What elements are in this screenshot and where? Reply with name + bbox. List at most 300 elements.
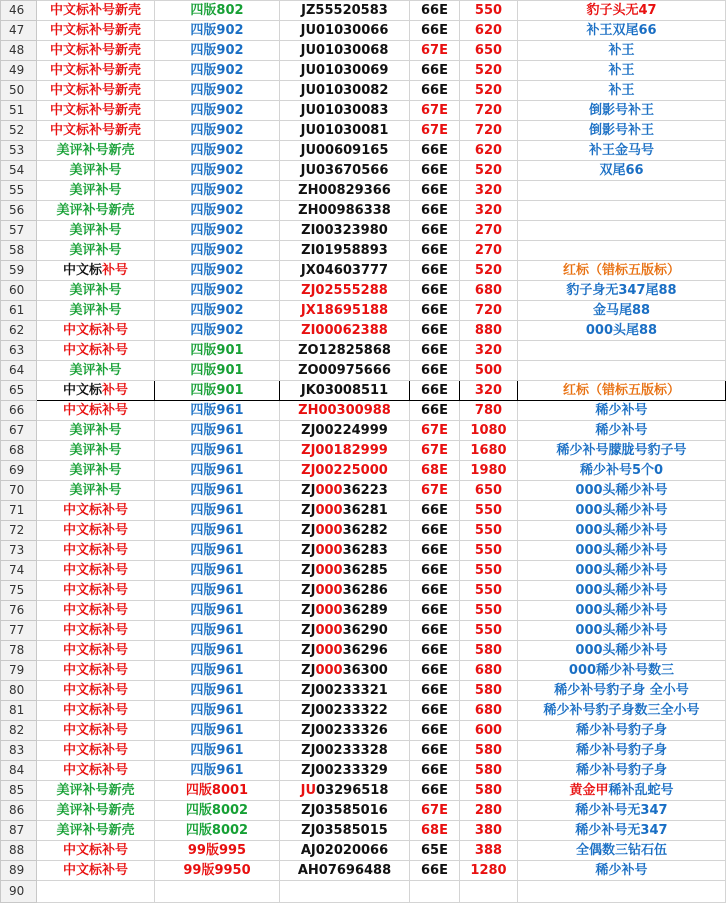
cell-note[interactable] (518, 161, 726, 181)
row-header[interactable]: 72 (1, 521, 37, 541)
cell-type[interactable] (37, 861, 155, 881)
row-header[interactable]: 65 (1, 381, 37, 401)
cell-price[interactable] (460, 201, 518, 221)
cell-price[interactable] (460, 241, 518, 261)
cell-version[interactable] (155, 841, 280, 861)
row-header[interactable]: 51 (1, 101, 37, 121)
cell-version[interactable] (155, 161, 280, 181)
cell-price[interactable] (460, 761, 518, 781)
cell-note[interactable] (518, 861, 726, 881)
row-header[interactable]: 56 (1, 201, 37, 221)
cell-type[interactable] (37, 181, 155, 201)
cell-model[interactable] (410, 141, 460, 161)
cell-type[interactable] (37, 321, 155, 341)
cell-price[interactable] (460, 181, 518, 201)
cell-price[interactable] (460, 881, 518, 903)
cell-model[interactable] (410, 401, 460, 421)
row-header[interactable]: 90 (1, 881, 37, 903)
cell-serial[interactable] (280, 421, 410, 441)
cell-price[interactable] (460, 621, 518, 641)
cell-price[interactable] (460, 141, 518, 161)
cell-serial[interactable] (280, 761, 410, 781)
cell-model[interactable] (410, 421, 460, 441)
cell-serial[interactable] (280, 301, 410, 321)
cell-type[interactable] (37, 21, 155, 41)
cell-model[interactable] (410, 41, 460, 61)
row-header[interactable]: 79 (1, 661, 37, 681)
cell-note[interactable] (518, 21, 726, 41)
cell-note[interactable] (518, 61, 726, 81)
cell-type[interactable] (37, 361, 155, 381)
cell-price[interactable] (460, 661, 518, 681)
cell-price[interactable] (460, 61, 518, 81)
cell-type[interactable] (37, 441, 155, 461)
cell-note[interactable] (518, 541, 726, 561)
cell-note[interactable] (518, 281, 726, 301)
cell-serial[interactable] (280, 181, 410, 201)
cell-type[interactable] (37, 121, 155, 141)
cell-price[interactable] (460, 101, 518, 121)
cell-serial[interactable] (280, 801, 410, 821)
cell-price[interactable] (460, 521, 518, 541)
cell-version[interactable] (155, 381, 280, 401)
cell-price[interactable] (460, 21, 518, 41)
cell-model[interactable] (410, 121, 460, 141)
cell-version[interactable] (155, 201, 280, 221)
cell-model[interactable] (410, 561, 460, 581)
cell-version[interactable] (155, 41, 280, 61)
cell-note[interactable] (518, 821, 726, 841)
cell-version[interactable] (155, 221, 280, 241)
row-header[interactable]: 52 (1, 121, 37, 141)
cell-model[interactable] (410, 641, 460, 661)
cell-price[interactable] (460, 821, 518, 841)
cell-note[interactable] (518, 141, 726, 161)
row-header[interactable]: 68 (1, 441, 37, 461)
cell-note[interactable] (518, 361, 726, 381)
row-header[interactable]: 76 (1, 601, 37, 621)
cell-model[interactable] (410, 101, 460, 121)
cell-serial[interactable] (280, 261, 410, 281)
cell-type[interactable] (37, 101, 155, 121)
row-header[interactable]: 86 (1, 801, 37, 821)
cell-note[interactable] (518, 381, 726, 401)
cell-model[interactable] (410, 501, 460, 521)
cell-version[interactable] (155, 481, 280, 501)
cell-type[interactable] (37, 281, 155, 301)
cell-note[interactable] (518, 461, 726, 481)
cell-type[interactable] (37, 41, 155, 61)
row-header[interactable]: 82 (1, 721, 37, 741)
cell-serial[interactable] (280, 501, 410, 521)
cell-type[interactable] (37, 241, 155, 261)
cell-model[interactable] (410, 21, 460, 41)
cell-version[interactable] (155, 681, 280, 701)
cell-note[interactable] (518, 801, 726, 821)
cell-type[interactable] (37, 341, 155, 361)
cell-price[interactable] (460, 701, 518, 721)
cell-version[interactable] (155, 421, 280, 441)
row-header[interactable]: 55 (1, 181, 37, 201)
cell-note[interactable] (518, 341, 726, 361)
row-header[interactable]: 88 (1, 841, 37, 861)
cell-serial[interactable] (280, 401, 410, 421)
cell-version[interactable] (155, 461, 280, 481)
cell-serial[interactable] (280, 461, 410, 481)
cell-price[interactable] (460, 841, 518, 861)
row-header[interactable]: 59 (1, 261, 37, 281)
cell-model[interactable] (410, 481, 460, 501)
cell-model[interactable] (410, 841, 460, 861)
cell-note[interactable] (518, 101, 726, 121)
cell-model[interactable] (410, 681, 460, 701)
row-header[interactable]: 62 (1, 321, 37, 341)
cell-note[interactable] (518, 741, 726, 761)
cell-serial[interactable] (280, 101, 410, 121)
row-header[interactable]: 46 (1, 1, 37, 21)
cell-serial[interactable] (280, 721, 410, 741)
cell-version[interactable] (155, 81, 280, 101)
cell-version[interactable] (155, 341, 280, 361)
row-header[interactable]: 66 (1, 401, 37, 421)
cell-note[interactable] (518, 421, 726, 441)
cell-model[interactable] (410, 621, 460, 641)
cell-serial[interactable] (280, 1, 410, 21)
cell-model[interactable] (410, 801, 460, 821)
cell-note[interactable] (518, 661, 726, 681)
cell-serial[interactable] (280, 241, 410, 261)
cell-version[interactable] (155, 721, 280, 741)
cell-note[interactable] (518, 501, 726, 521)
cell-note[interactable] (518, 641, 726, 661)
cell-serial[interactable] (280, 341, 410, 361)
row-header[interactable]: 63 (1, 341, 37, 361)
cell-price[interactable] (460, 561, 518, 581)
cell-type[interactable] (37, 761, 155, 781)
cell-note[interactable] (518, 1, 726, 21)
row-header[interactable]: 84 (1, 761, 37, 781)
cell-model[interactable] (410, 241, 460, 261)
cell-note[interactable] (518, 781, 726, 801)
cell-model[interactable] (410, 61, 460, 81)
cell-type[interactable] (37, 61, 155, 81)
cell-model[interactable] (410, 341, 460, 361)
cell-version[interactable] (155, 1, 280, 21)
cell-serial[interactable] (280, 881, 410, 903)
row-header[interactable]: 89 (1, 861, 37, 881)
cell-note[interactable] (518, 721, 726, 741)
cell-price[interactable] (460, 421, 518, 441)
cell-version[interactable] (155, 641, 280, 661)
cell-model[interactable] (410, 721, 460, 741)
cell-version[interactable] (155, 141, 280, 161)
cell-serial[interactable] (280, 41, 410, 61)
cell-version[interactable] (155, 701, 280, 721)
cell-model[interactable] (410, 581, 460, 601)
cell-serial[interactable] (280, 841, 410, 861)
cell-type[interactable] (37, 401, 155, 421)
cell-price[interactable] (460, 41, 518, 61)
cell-model[interactable] (410, 81, 460, 101)
cell-version[interactable] (155, 621, 280, 641)
cell-model[interactable] (410, 201, 460, 221)
cell-type[interactable] (37, 561, 155, 581)
cell-version[interactable] (155, 541, 280, 561)
row-header[interactable]: 77 (1, 621, 37, 641)
cell-price[interactable] (460, 321, 518, 341)
cell-price[interactable] (460, 541, 518, 561)
cell-type[interactable] (37, 581, 155, 601)
cell-version[interactable] (155, 21, 280, 41)
row-header[interactable]: 85 (1, 781, 37, 801)
cell-note[interactable] (518, 121, 726, 141)
cell-note[interactable] (518, 701, 726, 721)
cell-type[interactable] (37, 621, 155, 641)
cell-note[interactable] (518, 241, 726, 261)
cell-version[interactable] (155, 661, 280, 681)
cell-version[interactable] (155, 761, 280, 781)
cell-version[interactable] (155, 441, 280, 461)
cell-model[interactable] (410, 781, 460, 801)
cell-note[interactable] (518, 181, 726, 201)
cell-type[interactable] (37, 721, 155, 741)
cell-type[interactable] (37, 841, 155, 861)
cell-type[interactable] (37, 501, 155, 521)
cell-note[interactable] (518, 561, 726, 581)
cell-serial[interactable] (280, 861, 410, 881)
row-header[interactable]: 75 (1, 581, 37, 601)
row-header[interactable]: 69 (1, 461, 37, 481)
cell-model[interactable] (410, 601, 460, 621)
cell-version[interactable] (155, 281, 280, 301)
row-header[interactable]: 60 (1, 281, 37, 301)
cell-price[interactable] (460, 801, 518, 821)
cell-version[interactable] (155, 821, 280, 841)
cell-model[interactable] (410, 881, 460, 903)
cell-note[interactable] (518, 881, 726, 903)
cell-version[interactable] (155, 61, 280, 81)
cell-model[interactable] (410, 221, 460, 241)
cell-price[interactable] (460, 261, 518, 281)
cell-price[interactable] (460, 461, 518, 481)
cell-note[interactable] (518, 401, 726, 421)
cell-model[interactable] (410, 701, 460, 721)
cell-price[interactable] (460, 1, 518, 21)
cell-serial[interactable] (280, 141, 410, 161)
cell-model[interactable] (410, 461, 460, 481)
cell-version[interactable] (155, 121, 280, 141)
cell-model[interactable] (410, 321, 460, 341)
row-header[interactable]: 78 (1, 641, 37, 661)
cell-version[interactable] (155, 101, 280, 121)
cell-version[interactable] (155, 501, 280, 521)
cell-type[interactable] (37, 161, 155, 181)
cell-serial[interactable] (280, 281, 410, 301)
cell-version[interactable] (155, 321, 280, 341)
cell-serial[interactable] (280, 601, 410, 621)
cell-price[interactable] (460, 441, 518, 461)
cell-serial[interactable] (280, 81, 410, 101)
cell-serial[interactable] (280, 581, 410, 601)
cell-model[interactable] (410, 741, 460, 761)
cell-version[interactable] (155, 881, 280, 903)
cell-serial[interactable] (280, 741, 410, 761)
cell-version[interactable] (155, 401, 280, 421)
cell-price[interactable] (460, 341, 518, 361)
cell-note[interactable] (518, 481, 726, 501)
cell-serial[interactable] (280, 441, 410, 461)
cell-type[interactable] (37, 821, 155, 841)
cell-serial[interactable] (280, 201, 410, 221)
cell-serial[interactable] (280, 361, 410, 381)
row-header[interactable]: 70 (1, 481, 37, 501)
row-header[interactable]: 87 (1, 821, 37, 841)
cell-note[interactable] (518, 301, 726, 321)
row-header[interactable]: 83 (1, 741, 37, 761)
cell-note[interactable] (518, 841, 726, 861)
cell-serial[interactable] (280, 481, 410, 501)
cell-serial[interactable] (280, 781, 410, 801)
row-header[interactable]: 67 (1, 421, 37, 441)
cell-version[interactable] (155, 741, 280, 761)
cell-price[interactable] (460, 741, 518, 761)
cell-version[interactable] (155, 581, 280, 601)
cell-type[interactable] (37, 81, 155, 101)
cell-model[interactable] (410, 821, 460, 841)
row-header[interactable]: 48 (1, 41, 37, 61)
cell-version[interactable] (155, 781, 280, 801)
cell-type[interactable] (37, 381, 155, 401)
cell-serial[interactable] (280, 221, 410, 241)
cell-model[interactable] (410, 441, 460, 461)
cell-type[interactable] (37, 541, 155, 561)
cell-type[interactable] (37, 641, 155, 661)
cell-version[interactable] (155, 561, 280, 581)
cell-note[interactable] (518, 221, 726, 241)
row-header[interactable]: 50 (1, 81, 37, 101)
cell-version[interactable] (155, 801, 280, 821)
cell-model[interactable] (410, 381, 460, 401)
cell-note[interactable] (518, 441, 726, 461)
cell-price[interactable] (460, 681, 518, 701)
cell-serial[interactable] (280, 321, 410, 341)
cell-serial[interactable] (280, 121, 410, 141)
row-header[interactable]: 58 (1, 241, 37, 261)
cell-type[interactable] (37, 521, 155, 541)
cell-note[interactable] (518, 201, 726, 221)
cell-type[interactable] (37, 421, 155, 441)
cell-type[interactable] (37, 481, 155, 501)
row-header[interactable]: 57 (1, 221, 37, 241)
cell-serial[interactable] (280, 161, 410, 181)
row-header[interactable]: 64 (1, 361, 37, 381)
cell-serial[interactable] (280, 561, 410, 581)
row-header[interactable]: 61 (1, 301, 37, 321)
cell-version[interactable] (155, 261, 280, 281)
cell-type[interactable] (37, 261, 155, 281)
cell-model[interactable] (410, 661, 460, 681)
cell-version[interactable] (155, 181, 280, 201)
cell-note[interactable] (518, 41, 726, 61)
cell-type[interactable] (37, 741, 155, 761)
cell-version[interactable] (155, 521, 280, 541)
cell-type[interactable] (37, 601, 155, 621)
cell-price[interactable] (460, 581, 518, 601)
row-header[interactable]: 71 (1, 501, 37, 521)
cell-type[interactable] (37, 221, 155, 241)
row-header[interactable]: 49 (1, 61, 37, 81)
cell-serial[interactable] (280, 541, 410, 561)
cell-price[interactable] (460, 361, 518, 381)
cell-type[interactable] (37, 301, 155, 321)
cell-price[interactable] (460, 301, 518, 321)
cell-version[interactable] (155, 361, 280, 381)
cell-price[interactable] (460, 481, 518, 501)
cell-serial[interactable] (280, 681, 410, 701)
row-header[interactable]: 54 (1, 161, 37, 181)
cell-type[interactable] (37, 881, 155, 903)
row-header[interactable]: 53 (1, 141, 37, 161)
cell-note[interactable] (518, 261, 726, 281)
cell-type[interactable] (37, 661, 155, 681)
row-header[interactable]: 47 (1, 21, 37, 41)
cell-type[interactable] (37, 461, 155, 481)
cell-model[interactable] (410, 261, 460, 281)
cell-model[interactable] (410, 521, 460, 541)
cell-note[interactable] (518, 521, 726, 541)
cell-price[interactable] (460, 401, 518, 421)
cell-serial[interactable] (280, 821, 410, 841)
cell-version[interactable] (155, 601, 280, 621)
row-header[interactable]: 80 (1, 681, 37, 701)
cell-note[interactable] (518, 321, 726, 341)
cell-price[interactable] (460, 281, 518, 301)
cell-serial[interactable] (280, 21, 410, 41)
cell-type[interactable] (37, 681, 155, 701)
cell-serial[interactable] (280, 521, 410, 541)
cell-price[interactable] (460, 161, 518, 181)
cell-model[interactable] (410, 181, 460, 201)
cell-version[interactable] (155, 241, 280, 261)
cell-price[interactable] (460, 781, 518, 801)
cell-note[interactable] (518, 761, 726, 781)
cell-note[interactable] (518, 81, 726, 101)
row-header[interactable]: 81 (1, 701, 37, 721)
cell-model[interactable] (410, 541, 460, 561)
cell-price[interactable] (460, 381, 518, 401)
cell-model[interactable] (410, 161, 460, 181)
row-header[interactable]: 73 (1, 541, 37, 561)
row-header[interactable]: 74 (1, 561, 37, 581)
cell-type[interactable] (37, 701, 155, 721)
cell-serial[interactable] (280, 661, 410, 681)
cell-price[interactable] (460, 601, 518, 621)
cell-price[interactable] (460, 501, 518, 521)
cell-serial[interactable] (280, 621, 410, 641)
cell-price[interactable] (460, 641, 518, 661)
cell-serial[interactable] (280, 381, 410, 401)
cell-model[interactable] (410, 281, 460, 301)
cell-price[interactable] (460, 721, 518, 741)
cell-price[interactable] (460, 121, 518, 141)
cell-version[interactable] (155, 861, 280, 881)
cell-note[interactable] (518, 601, 726, 621)
cell-price[interactable] (460, 861, 518, 881)
cell-serial[interactable] (280, 61, 410, 81)
cell-note[interactable] (518, 621, 726, 641)
cell-model[interactable] (410, 301, 460, 321)
cell-type[interactable] (37, 201, 155, 221)
